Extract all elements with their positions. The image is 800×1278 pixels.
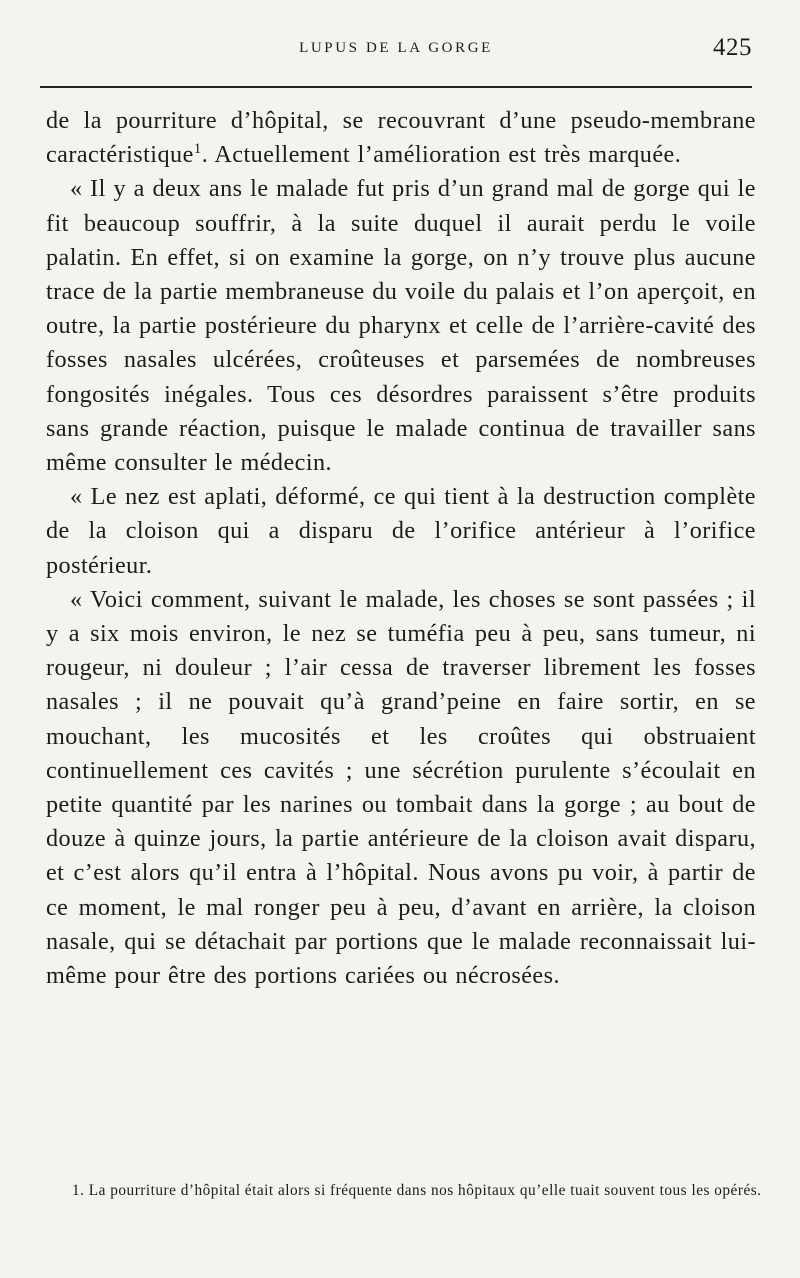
running-head <box>40 34 752 66</box>
footnote: 1. La pourriture d’hôpital était alors si fréquente dans nos hôpitaux qu’elle tuait souvent tous les opérés. <box>72 1182 762 1199</box>
paragraph-1-text: de la pourriture d’hôpital, se recouvrant d’une pseudo-membrane caractéristique <box>46 107 756 169</box>
paragraph-2: « Il y a deux ans le malade fut pris d’un grand mal de gorge qui le fit beaucoup souffrir, à la suite duquel il aurait perdu le voile palatin. En effet, si on examine la gorge, on n’y trouve plus aucune trace de la partie membraneuse du voile du palais et l’on aperçoit, en outre, la partie postérieure du pharynx et celle de l’arrière-cavité des fosses nasales ulcérées, croûteuses et parsemées de nombreuses fongosités inégales. Tous ces désordres paraissent s’être produits sans grande réaction, puisque le malade continua de travailler sans même consulter le médecin. <box>46 175 756 477</box>
paragraph-3: « Le nez est aplati, déformé, ce qui tient à la destruction complète de la cloison qui a disparu de l’orifice antérieur à l’orifice postérieur. <box>46 483 756 579</box>
paragraph-4: « Voici comment, suivant le malade, les choses se sont passées ; il y a six mois environ, le nez se tuméfia peu à peu, sans tumeur, ni rougeur, ni douleur ; l’air cessa de traverser librement les fosses nasales ; il ne pouvait qu’à grand’peine en faire sortir, en se mouchant, les mucosités et les croûtes qui obstruaient continuellement ces cavités ; une sécrétion purulente s’écoulait en petite quantité par les narines ou tombait dans la gorge ; au bout de douze à quinze jours, la partie antérieure de la cloison avait disparu, et c’est alors qu’il entra à l’hôpital. Nous avons pu voir, à partir de ce moment, le mal ronger peu à peu, d’avant en arrière, la cloison nasale, qui se détachait par portions que le malade reconnaissait lui-même pour être des portions cariées ou nécrosées. <box>46 585 756 990</box>
body-text <box>46 104 756 993</box>
page-number: 425 <box>713 34 752 61</box>
paragraph-1 <box>46 104 756 172</box>
running-title: LUPUS DE LA GORGE <box>299 40 493 56</box>
paragraph-1-text-end: . Actuellement l’amélioration est très marquée. <box>201 141 682 169</box>
footnote-reference: 1 <box>193 141 202 158</box>
header-rule <box>40 86 752 88</box>
